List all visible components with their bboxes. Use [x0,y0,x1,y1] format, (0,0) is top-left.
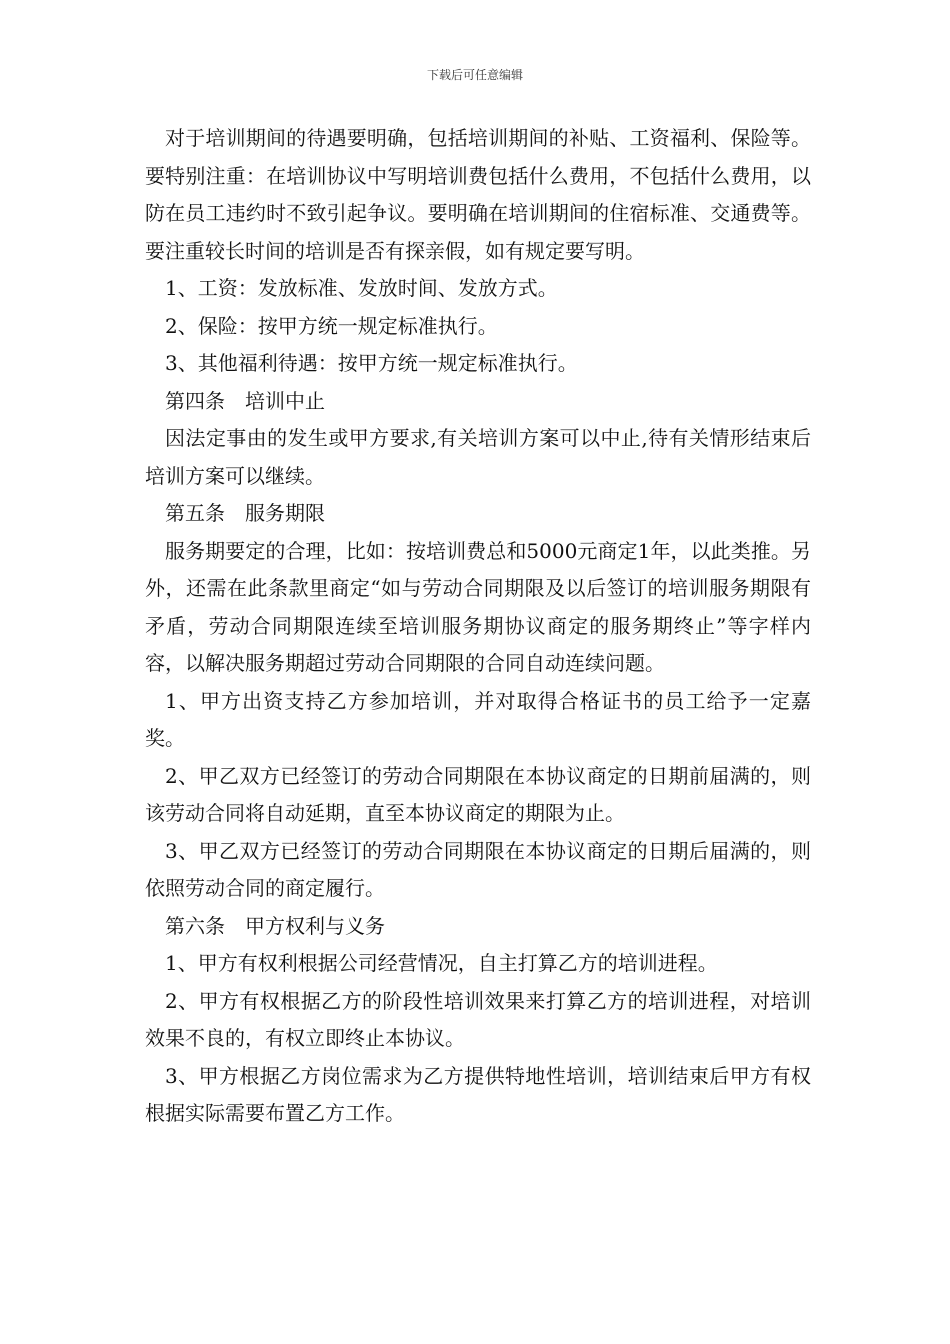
article-4-heading: 第四条 培训中止 [165,388,325,413]
paragraph-service-item-2: 2、甲乙双方已经签订的劳动合同期限在本协议商定的日期前届满的，则该劳动合同将自动延期，直至本协议商定的期限为止。 [145,763,811,825]
article-6-heading: 第六条 甲方权利与义务 [165,913,385,938]
paragraph-benefits-intro: 对于培训期间的待遇要明确，包括培训期间的补贴、工资福利、保险等。要特别注重：在培训协议中写明培训费包括什么费用，不包括什么费用，以防在员工违约时不致引起争议。要明确在培训期间的住宿标准、交通费等。要注重较长时间的培训是否有探亲假，如有规定要写明。 [145,126,811,263]
paragraph-suspension: 因法定事由的发生或甲方要求,有关培训方案可以中止,待有关情形结束后培训方案可以继续。 [145,426,811,488]
paragraph-other-benefits: 3、其他福利待遇：按甲方统一规定标准执行。 [165,351,578,375]
page-header: 下载后可任意编辑 [426,68,523,82]
document-body [145,120,811,1133]
paragraph-party-a-item-1: 1、甲方有权利根据公司经营情况，自主打算乙方的培训进程。 [165,951,718,975]
paragraph-wages: 1、工资：发放标准、发放时间、发放方式。 [165,276,558,300]
article-5-heading: 第五条 服务期限 [165,501,325,525]
paragraph-party-a-item-3: 3、甲方根据乙方岗位需求为乙方提供特地性培训，培训结束后甲方有权根据实际需要布置乙方工作。 [145,1063,811,1125]
paragraph-insurance: 2、保险：按甲方统一规定标准执行。 [165,313,498,338]
paragraph-service-item-1: 1、甲方出资支持乙方参加培训，并对取得合格证书的员工给予一定嘉奖。 [145,688,811,750]
paragraph-party-a-item-2: 2、甲方有权根据乙方的阶段性培训效果来打算乙方的培训进程，对培训效果不良的，有权立即终止本协议。 [145,988,811,1050]
paragraph-service-item-3: 3、甲乙双方已经签订的劳动合同期限在本协议商定的日期后届满的，则依照劳动合同的商定履行。 [145,838,811,900]
paragraph-service-term: 服务期要定的合理，比如：按培训费总和5000元商定1年，以此类推。另外，还需在此条款里商定“如与劳动合同期限及以后签订的培训服务期限有矛盾，劳动合同期限连续至培训服务期协议商定的服务期终止”等字样内容，以解决服务期超过劳动合同期限的合同自动连续问题。 [145,538,811,675]
